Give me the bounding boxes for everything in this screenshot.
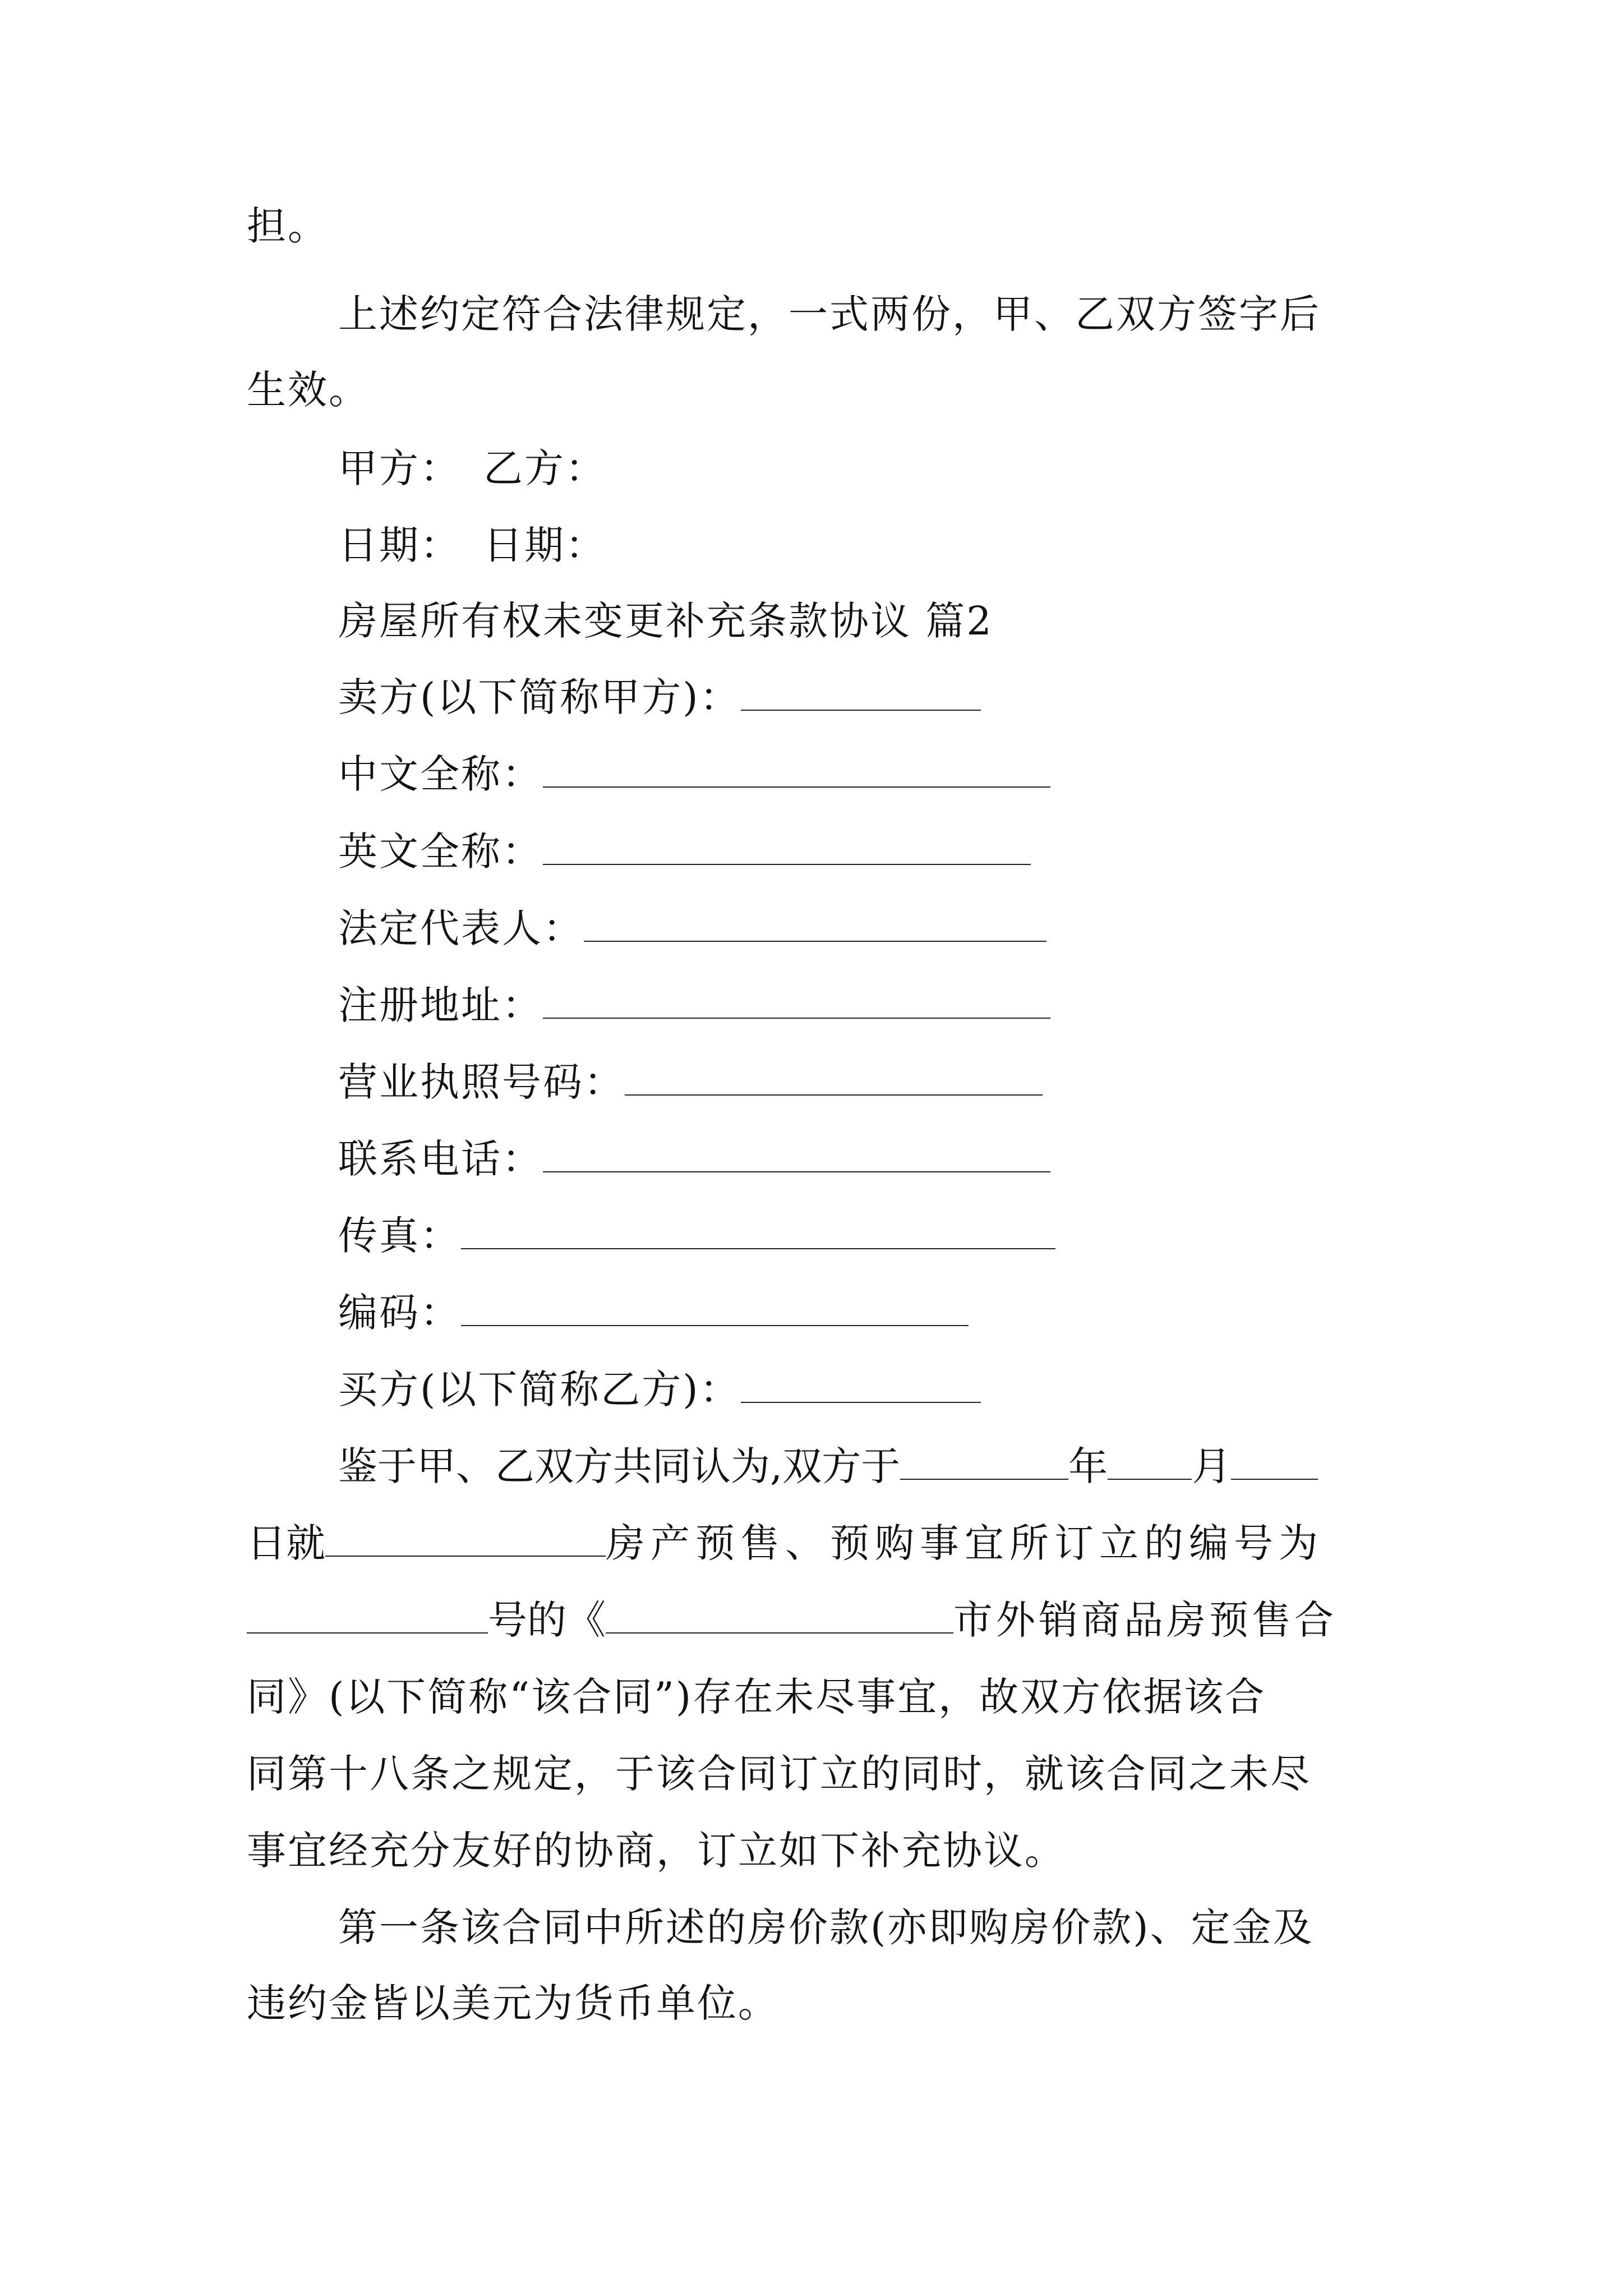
paragraph-line <box>247 1669 1266 1725</box>
party-b-label: 乙方： <box>483 445 606 491</box>
form-field <box>338 1054 1043 1110</box>
paragraph-text: 同第十八条之规定，于该合同订立的同时，就该合同之未尽 <box>247 1751 1311 1797</box>
paragraph-text: 生效。 <box>247 367 370 413</box>
section-title <box>338 593 993 649</box>
seller-label: 卖方(以下简称甲方)： <box>338 674 741 720</box>
phone-blank <box>543 1134 1050 1172</box>
code-blank <box>461 1288 969 1326</box>
paragraph-text: 房产预售、预购事宜所订立的编号为 <box>606 1520 1324 1566</box>
paragraph-text: 号的《 <box>488 1597 606 1643</box>
day-blank <box>1231 1442 1318 1480</box>
paragraph-line <box>247 1515 1324 1571</box>
chinese-name-blank <box>543 749 1050 788</box>
month-blank <box>1108 1442 1192 1480</box>
property-blank <box>325 1519 606 1557</box>
day-label: 日就 <box>247 1520 325 1566</box>
form-field <box>338 1361 981 1418</box>
paragraph-text: 同》(以下简称“该合同”)存在未尽事宜，故双方依据该合 <box>247 1674 1266 1720</box>
english-name-label: 英文全称： <box>338 829 543 875</box>
article-1-text: 第一条该合同中所述的房价款(亦即购房价款)、定金及 <box>338 1904 1314 1950</box>
seller-blank <box>741 673 981 711</box>
form-field <box>338 977 1050 1033</box>
number-blank <box>247 1595 488 1634</box>
buyer-label: 买方(以下简称乙方)： <box>338 1366 741 1412</box>
reg-address-blank <box>543 981 1050 1019</box>
fax-label: 传真： <box>338 1213 461 1259</box>
legal-rep-label: 法定代表人： <box>338 905 584 951</box>
form-field <box>338 1285 969 1341</box>
paragraph-text: 市外销商品房预售合 <box>953 1597 1337 1643</box>
party-a-label: 甲方： <box>338 445 461 491</box>
chinese-name-label: 中文全称： <box>338 751 543 797</box>
paragraph-line <box>338 1438 1318 1494</box>
date-line <box>338 517 606 573</box>
signature-line <box>338 440 606 496</box>
reg-address-label: 注册地址： <box>338 982 543 1028</box>
text-line <box>247 198 329 254</box>
phone-label: 联系电话： <box>338 1136 543 1182</box>
form-field <box>338 669 981 725</box>
paragraph-text: 鉴于甲、乙双方共同认为,双方于 <box>338 1443 901 1489</box>
buyer-blank <box>741 1365 981 1403</box>
paragraph-line <box>247 1592 1337 1648</box>
paragraph-line <box>247 1746 1311 1802</box>
paragraph-line <box>338 1899 1314 1955</box>
paragraph-text: 事宜经充分友好的协商，订立如下补充协议。 <box>247 1828 1066 1874</box>
article-1-text: 违约金皆以美元为货币单位。 <box>247 1980 779 2026</box>
form-field <box>338 823 1031 880</box>
month-label: 月 <box>1192 1443 1232 1489</box>
date-b-label: 日期： <box>483 522 606 568</box>
form-field <box>338 746 1050 802</box>
form-field <box>338 900 1046 956</box>
paragraph-text: 上述约定符合法律规定，一式两份，甲、乙双方签字后 <box>338 291 1321 337</box>
year-blank <box>900 1442 1068 1480</box>
year-label: 年 <box>1068 1443 1108 1489</box>
code-label: 编码： <box>338 1290 461 1336</box>
agreement-title: 房屋所有权未变更补充条款协议 篇2 <box>338 598 993 644</box>
license-no-blank <box>625 1057 1043 1096</box>
paragraph-line <box>247 1975 779 2031</box>
legal-rep-blank <box>584 904 1046 942</box>
paragraph-line <box>247 362 370 418</box>
english-name-blank <box>543 827 1031 865</box>
city-blank <box>606 1595 953 1634</box>
paragraph-tail: 担。 <box>247 203 329 249</box>
fax-blank <box>461 1211 1055 1249</box>
paragraph-line <box>247 1823 1066 1879</box>
license-no-label: 营业执照号码： <box>338 1059 625 1105</box>
date-a-label: 日期： <box>338 522 461 568</box>
form-field <box>338 1208 1055 1264</box>
form-field <box>338 1131 1050 1187</box>
paragraph-line <box>338 286 1321 342</box>
